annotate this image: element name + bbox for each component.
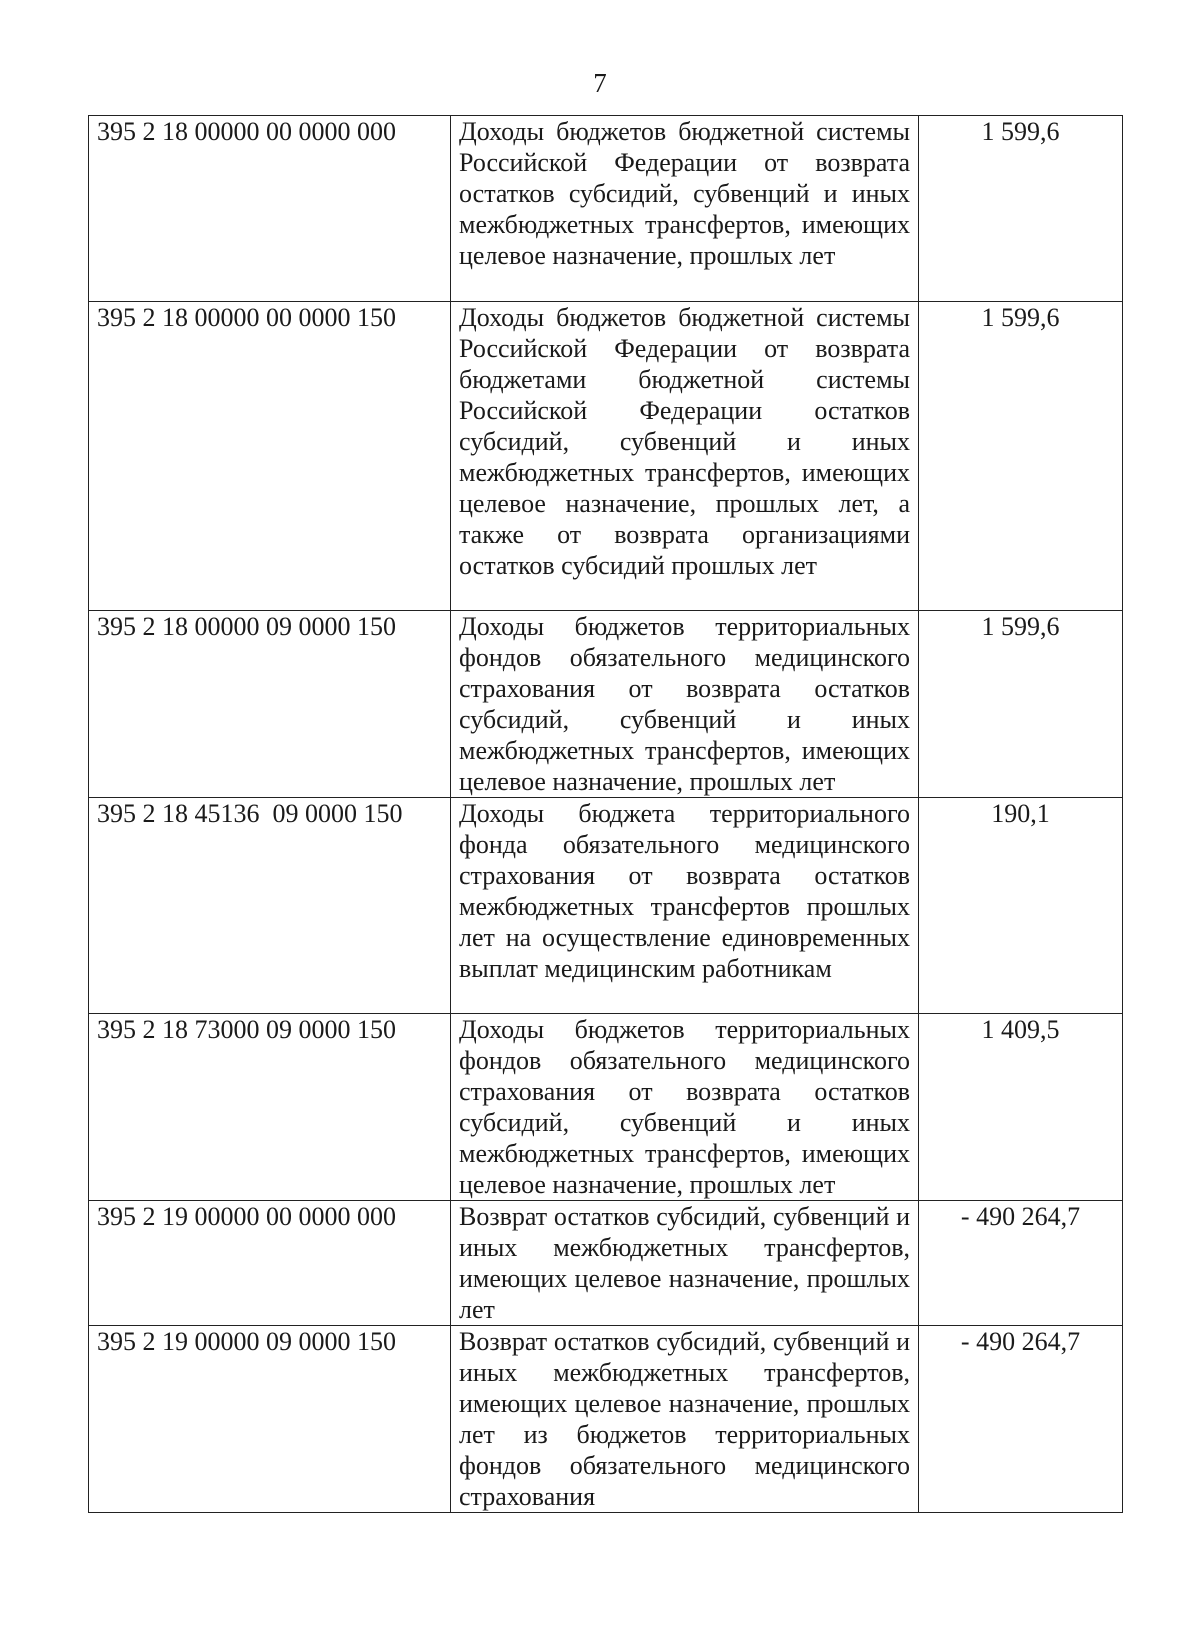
table-row	[89, 1201, 1123, 1326]
budget-code-cell: 395 2 19 00000 00 0000 000	[89, 1201, 451, 1326]
description-cell: Доходы бюджетов бюджетной системы Российской Федерации от возврата бюджетами бюджетной системы Российской Федерации остатков субсидий, субвенций и иных межбюджетных трансфертов, имеющих целевое назначение, прошлых лет, а также от возврата организациями остатков субсидий прошлых лет	[451, 302, 919, 611]
table-row	[89, 611, 1123, 798]
description-cell: Возврат остатков субсидий, субвенций и иных межбюджетных трансфертов, имеющих целевое назначение, прошлых лет	[451, 1201, 919, 1326]
table-row	[89, 798, 1123, 1014]
amount-cell: - 490 264,7	[919, 1326, 1123, 1513]
amount-cell: 1 599,6	[919, 611, 1123, 798]
budget-code-cell: 395 2 18 73000 09 0000 150	[89, 1014, 451, 1201]
budget-code-cell: 395 2 19 00000 09 0000 150	[89, 1326, 451, 1513]
amount-cell: 190,1	[919, 798, 1123, 1014]
description-cell: Возврат остатков субсидий, субвенций и иных межбюджетных трансфертов, имеющих целевое назначение, прошлых лет из бюджетов территориальных фондов обязательного медицинского страхования	[451, 1326, 919, 1513]
table-row	[89, 1014, 1123, 1201]
budget-code-cell: 395 2 18 00000 00 0000 000	[89, 116, 451, 302]
page-number: 7	[593, 68, 607, 98]
description-cell: Доходы бюджетов территориальных фондов обязательного медицинского страхования от возврата остатков субсидий, субвенций и иных межбюджетных трансфертов, имеющих целевое назначение, прошлых лет	[451, 611, 919, 798]
amount-cell: - 490 264,7	[919, 1201, 1123, 1326]
description-cell: Доходы бюджета территориального фонда обязательного медицинского страхования от возврата остатков межбюджетных трансфертов прошлых лет на осуществление единовременных выплат медицинским работникам	[451, 798, 919, 1014]
budget-code-cell: 395 2 18 45136 09 0000 150	[89, 798, 451, 1014]
description-cell: Доходы бюджетов территориальных фондов обязательного медицинского страхования от возврата остатков субсидий, субвенций и иных межбюджетных трансфертов, имеющих целевое назначение, прошлых лет	[451, 1014, 919, 1201]
amount-cell: 1 599,6	[919, 116, 1123, 302]
budget-income-table	[88, 115, 1123, 1513]
table-row	[89, 302, 1123, 611]
description-cell: Доходы бюджетов бюджетной системы Российской Федерации от возврата остатков субсидий, субвенций и иных межбюджетных трансфертов, имеющих целевое назначение, прошлых лет	[451, 116, 919, 302]
budget-code-cell: 395 2 18 00000 00 0000 150	[89, 302, 451, 611]
budget-code-cell: 395 2 18 00000 09 0000 150	[89, 611, 451, 798]
amount-cell: 1 599,6	[919, 302, 1123, 611]
amount-cell: 1 409,5	[919, 1014, 1123, 1201]
table-row	[89, 116, 1123, 302]
table-row	[89, 1326, 1123, 1513]
